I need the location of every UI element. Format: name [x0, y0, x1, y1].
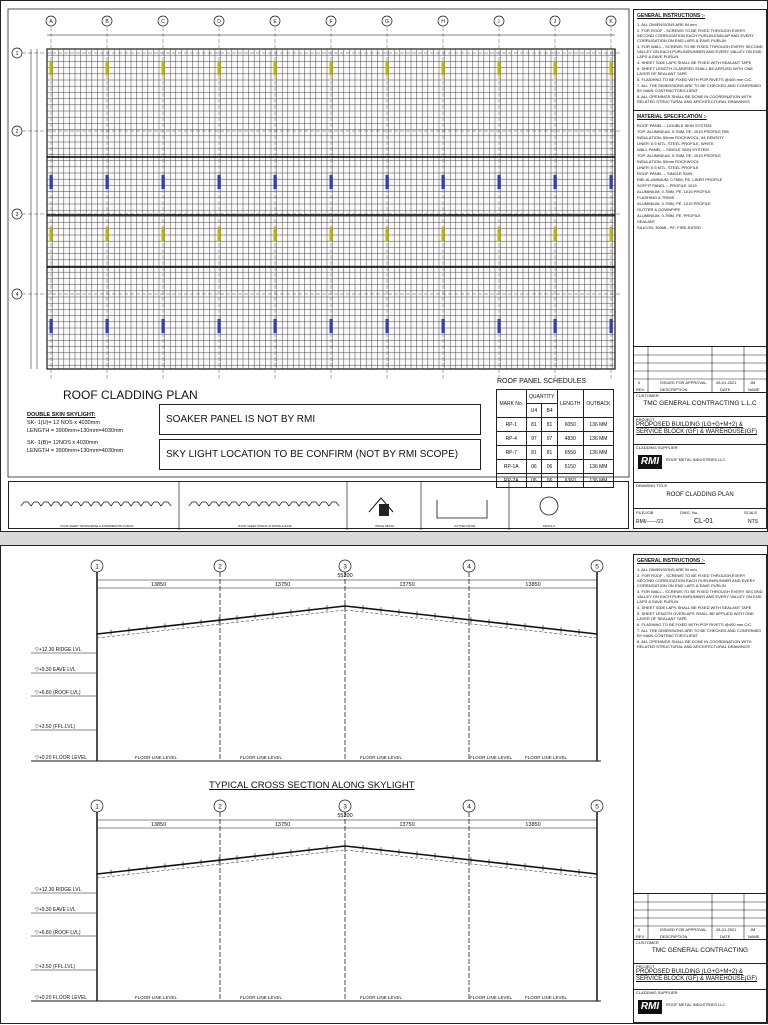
dimension-span: 13850 — [150, 822, 167, 828]
rev-header: REV. — [636, 387, 645, 392]
grid-label: 5 — [595, 803, 599, 811]
skylight-mark — [386, 61, 389, 75]
grid-label: K — [609, 19, 613, 25]
customer-box — [634, 939, 766, 964]
material-item: LINER: 0.5 MTL, STEEL PROFILE, WHITE — [637, 141, 714, 146]
customer-box — [634, 392, 766, 417]
note-item: 3. FOR WALL - SCREWS TO BE FIXED THROUGH EVERY SECOND VALLEY ON EACH PURLIN/RUNNER AND EVERY VALLEY ON END LAPS & EAVE PURLIN — [637, 44, 763, 59]
project-line: PROPOSED BUILDING (LG+G+M+2) & — [636, 969, 743, 975]
details-drawing — [9, 482, 630, 530]
schedule-row — [497, 418, 614, 432]
material-item: INSULATION: 50mm ROCKWOOL — [637, 159, 699, 164]
grid-label: D — [217, 19, 221, 25]
note-item: 5. SHEET LENGTH OVERLAPS SHALL BE APPLIED WITH ONE LAYER OF SEALANT TAPE — [637, 611, 754, 621]
schedule-col-quantity: QUANTITY — [526, 390, 557, 404]
skylight-mark — [50, 175, 53, 189]
skylight-mark — [610, 61, 613, 75]
skylight-line: LENGTH = 3900mm+130mm=4030mm — [27, 448, 124, 454]
material-item: INSULATION: 50mm ROCKWOOL, 64 DENSITY — [637, 135, 725, 140]
level-label: ▽+6.80 (ROOF LVL) — [35, 690, 81, 696]
skylight-mark — [162, 319, 165, 333]
date-header: DATE — [720, 387, 731, 392]
rev-desc: ISSUED FOR APPROVAL — [660, 927, 707, 932]
skylight-line: SK- 1(B)= 12NOS x 4030mm — [27, 440, 99, 446]
roof-sheet-profile — [189, 502, 339, 506]
skylight-mark — [554, 319, 557, 333]
title-block — [633, 554, 767, 1023]
grid-label: H — [441, 19, 445, 25]
grid-label: 5 — [595, 563, 599, 571]
section-title: TYPICAL CROSS SECTION ALONG SKYLIGHT — [209, 780, 415, 791]
grid-label: E — [273, 19, 277, 25]
level-label: ▽+12.30 RIDGE LVL — [35, 887, 82, 893]
project-line: PROPOSED BUILDING (LG+G+M+2) & — [636, 422, 743, 428]
floor-line-label: FLOOR LINE LEVEL — [359, 995, 403, 1000]
grid-label: G — [385, 19, 389, 25]
material-item: ALUMINIUM, 0.7MM, PE, 1015 PROFILE — [637, 189, 711, 194]
customer-label: CUSTOMER — [636, 393, 659, 398]
schedule-cell: 81 — [526, 446, 542, 460]
skylight-mark — [330, 61, 333, 75]
note-item: 7. ALL THE DIMENSIONS ARE TO BE CHECKED AND CONFIRMED BY MAIN CONTRACTOR/CLIENT — [637, 83, 762, 93]
schedule-col-u: U4 — [526, 404, 542, 418]
schedule-cell: 136 MM — [583, 432, 613, 446]
skylight-mark — [162, 61, 165, 75]
skylight-mark — [386, 319, 389, 333]
schedule-cell: 81 — [542, 446, 557, 460]
drawing-title-label: DRAWING TITLE — [636, 483, 668, 488]
rev-value: 0 — [638, 927, 641, 932]
skylight-notes — [27, 411, 123, 455]
schedule-cell: 5150 — [557, 460, 583, 474]
rafter-line — [97, 610, 597, 638]
rafter-line — [97, 850, 597, 878]
sheet-separator — [0, 532, 768, 545]
revision-table — [634, 346, 766, 398]
skylight-mark — [442, 227, 445, 241]
grid-label: J — [553, 19, 557, 25]
skylight-mark — [610, 227, 613, 241]
note-item: 2. FOR ROOF - SCREWS TO BE FIXED THROUGH EVERY SECOND CORRUGATION EACH PURLIN/RUNNER AND EVERY CORRUGATION ON END LAPS & EAVE PURLIN — [637, 573, 756, 588]
level-label: ▽+0.20 FLOOR LEVEL — [35, 755, 88, 761]
skylight-notes-heading: DOUBLE SKIN SKYLIGHT: — [27, 412, 96, 418]
supplier-box — [634, 989, 766, 1024]
note-item: 6. FLASHING TO BE FIXED WITH POP RIVETS @400 mm C/C. — [637, 622, 753, 627]
dimension-span: 13750 — [399, 822, 415, 828]
dimension-overall: 55200 — [337, 573, 353, 579]
rev-name: JM — [750, 380, 756, 385]
grid-label: 4 — [467, 563, 471, 571]
note-item: 4. SHEET SIDE LAPS SHALL BE FIXED WITH SEALANT TAPE — [637, 605, 752, 610]
floor-line-label: FLOOR LINE LEVEL — [524, 755, 568, 760]
revision-grid — [634, 347, 766, 393]
project-box — [634, 416, 766, 445]
dimension-span: 13750 — [399, 582, 415, 588]
project-box — [634, 963, 766, 990]
dimension-span: 13750 — [274, 822, 291, 828]
material-item: TOP: ALUMINIUM, 0.7MM, PE, 1015 PROFILE RIB — [637, 129, 729, 134]
roof-sheet-profile — [21, 502, 171, 506]
customer-label: CUSTOMER — [636, 940, 659, 945]
supplier-name: ROOF METAL INDUSTRIES LLC — [666, 1002, 726, 1007]
note-item: 7. ALL THE DIMENSIONS ARE TO BE CHECKED AND CONFIRMED BY MAIN CONTRACTOR/CLIENT — [637, 628, 762, 638]
skylight-mark — [274, 175, 277, 189]
grid-label: 4 — [15, 292, 19, 298]
note-item: 3. FOR WALL - SCREWS TO BE FIXED THROUGH EVERY SECOND VALLEY ON EACH PURLIN/RUNNER AND EVERY VALLEY ON END LAPS & EAVE PURLIN — [637, 589, 763, 604]
skylight-mark — [162, 227, 165, 241]
skylight-mark — [442, 61, 445, 75]
note-item: 8. ALL OPENINGS SHALL BE DONE IN COORDINATION WITH RELATED STRUCTURAL AND ARCHITECTURAL DRAWINGS — [637, 639, 752, 649]
grid-label: 1 — [95, 803, 99, 811]
skylight-mark — [274, 227, 277, 241]
material-item: SEALANT — [637, 219, 656, 224]
revision-table — [634, 893, 766, 945]
schedule-cell: 6050 — [557, 418, 583, 432]
note-item: 8. ALL OPENINGS SHALL BE DONE IN COORDINATION WITH RELATED STRUCTURAL AND ARCHITECTURAL DRAWINGS — [637, 94, 752, 104]
date-header: DATE — [720, 934, 731, 939]
scale-value: NTS — [748, 519, 758, 525]
dimension-overall: 55200 — [337, 813, 353, 819]
drawing-title-box — [634, 482, 766, 509]
level-label: ▽+0.20 FLOOR LEVEL — [35, 995, 88, 1001]
note-item: 6. FLASHING TO BE FIXED WITH POP RIVETS @400 mm C/C. — [637, 77, 753, 82]
name-header: NAME — [748, 934, 760, 939]
skylight-mark — [330, 175, 333, 189]
schedule-row — [497, 446, 614, 460]
skylight-mark — [498, 61, 501, 75]
plan-title: ROOF CLADDING PLAN — [63, 388, 198, 402]
supplier-label: CLADDING SUPPLIER — [636, 990, 678, 995]
schedule-col-length: LENGTH — [557, 390, 583, 418]
note-item: 2. FOR ROOF - SCREWS TO BE FIXED THROUGH EVERY SECOND CORRUGATION EACH PURLIN,ENDLAP AND EVERY CORRUGATION ON END LAPS & EAVE PURLIN — [637, 28, 754, 43]
rev-date: 28-01-2021 — [716, 927, 737, 932]
skylight-mark — [106, 61, 109, 75]
schedule-cell: 06 — [526, 460, 542, 474]
cross-section — [31, 800, 603, 1001]
detail-caption: GUTTER DETAIL — [454, 524, 476, 528]
customer-name: TMC GENERAL CONTRACTING L.L.C — [643, 400, 757, 407]
schedule-cell: RP-1A — [497, 460, 527, 474]
drawing-title: ROOF CLADDING PLAN — [666, 492, 734, 498]
skylight-mark — [610, 175, 613, 189]
material-heading: MATERIAL SPECIFICATION :- — [637, 114, 707, 120]
notes-heading: GENERAL INSTRUCTIONS :- — [637, 13, 705, 19]
floor-line-label: FLOOR LINE LEVEL — [359, 755, 403, 760]
dwg-label: DWG. No. — [680, 510, 699, 515]
revision-grid — [634, 894, 766, 940]
skylight-mark — [218, 175, 221, 189]
skylight-line: SK- 1(U)= 12 NOS x 4030mm — [27, 420, 100, 426]
material-item: SILICON, 300ML, PE, FIRE-RATED — [637, 225, 701, 230]
material-item: RIB: ALUMINIUM, 0.7MM, PE, LINER PROFILE — [637, 177, 723, 182]
name-header: NAME — [748, 387, 760, 392]
schedule-cell: 136 MM — [583, 474, 613, 488]
schedule-cell: RP-7 — [497, 446, 527, 460]
general-notes-list — [637, 567, 763, 649]
rev-date: 28-01-2021 — [716, 380, 737, 385]
detail-caption: DETAIL-A — [542, 524, 556, 528]
rev-header: REV. — [636, 934, 645, 939]
skylight-line: LENGTH = 3900mm+130mm=4030mm — [27, 428, 124, 434]
file-value: RMI/——/21 — [636, 519, 664, 525]
skylight-mark — [330, 319, 333, 333]
schedule-col-b: B4 — [542, 404, 557, 418]
skylight-mark — [50, 61, 53, 75]
note-item: 1. ALL DIMENSIONS ARE IN mm. — [637, 567, 698, 572]
schedule-cell: RP-2A — [497, 474, 527, 488]
rev-name: JM — [750, 927, 756, 932]
floor-line-label: FLOOR LINE LEVEL — [239, 755, 283, 760]
schedule-cell: 81 — [542, 418, 557, 432]
floor-line-label: FLOOR LINE LEVEL — [239, 995, 283, 1000]
skylight-mark — [386, 175, 389, 189]
schedule-cell: RP-4 — [497, 432, 527, 446]
skylight-mark — [554, 175, 557, 189]
detail-caption: ROOF SHEET TRANSVERSE & INTERMEDIATE PURLIN — [60, 524, 134, 528]
schedule-cell: 4830 — [557, 432, 583, 446]
skylight-mark — [274, 61, 277, 75]
grid-label: 4 — [467, 803, 471, 811]
supplier-name: ROOF METAL INDUSTRIES LLC — [666, 457, 726, 462]
notice-skylight-location: SKY LIGHT LOCATION TO BE CONFIRM (NOT BY RMI SCOPE) — [159, 439, 481, 470]
schedule-col-outback: OUTBACK — [583, 390, 613, 418]
floor-line-label: FLOOR LINE LEVEL — [134, 995, 178, 1000]
scale-label: SCALE — [744, 510, 758, 515]
supplier-logo: RMI — [638, 455, 662, 469]
material-item: ALUMINIUM, 0.7MM, PE, 1015 PROFILE — [637, 201, 711, 206]
drawing-sheet-cross-section — [0, 545, 768, 1024]
grid-label: F — [329, 19, 333, 25]
supplier-box — [634, 444, 766, 483]
grid-label: 3 — [15, 212, 19, 218]
skylight-mark — [554, 61, 557, 75]
skylight-mark — [106, 175, 109, 189]
schedule-header-row — [497, 390, 614, 404]
general-notes-list — [637, 22, 763, 104]
schedule-cell: 136 MM — [583, 446, 613, 460]
rev-value: 0 — [638, 380, 641, 385]
detail-circle — [540, 497, 558, 515]
supplier-logo: RMI — [638, 1000, 662, 1014]
material-item: GUTTER & DOWNPIPE — [637, 207, 681, 212]
skylight-mark — [554, 227, 557, 241]
schedule-row — [497, 460, 614, 474]
note-item: 4. SHEET SIDE LAPS SHALL BE FIXED WITH SEALANT TAPE — [637, 60, 752, 65]
grid-label: 2 — [15, 129, 19, 135]
level-label: ▽+12.30 RIDGE LVL — [35, 647, 82, 653]
grid-label: I — [498, 19, 500, 25]
schedule-title: ROOF PANEL SCHEDULES — [497, 378, 587, 385]
dwg-value: CL-01 — [694, 518, 714, 525]
material-item: ALUMINIUM, 0.7MM, PE, PROFILE — [637, 213, 701, 218]
skylight-mark — [442, 175, 445, 189]
grid-label: 2 — [218, 563, 222, 571]
material-list — [637, 123, 763, 230]
project-label: PROJECT — [636, 964, 655, 969]
skylight-mark — [106, 319, 109, 333]
dimension-span: 13850 — [150, 582, 167, 588]
schedule-cell: 81 — [526, 418, 542, 432]
note-item: 5. SHEET LENGTH CLARIFIED SHALL BE APPLIED WITH ONE LAYER OF SEALANT TAPE — [637, 66, 754, 76]
floor-line-label: FLOOR LINE LEVEL — [469, 755, 513, 760]
skylight-mark — [274, 319, 277, 333]
skylight-mark — [442, 319, 445, 333]
note-item: 1. ALL DIMENSIONS ARE IN mm. — [637, 22, 698, 27]
grid-label: 3 — [343, 803, 347, 811]
title-block — [633, 9, 767, 529]
schedule-cell: 06 — [542, 474, 557, 488]
schedule-col-mark: MARK No. — [497, 390, 527, 418]
supplier-label: CLADDING SUPPLIER — [636, 445, 678, 450]
grid-label: 1 — [15, 51, 19, 57]
schedule-cell: 136 MM — [583, 460, 613, 474]
level-label: ▽+6.80 (ROOF LVL) — [35, 930, 81, 936]
skylight-mark — [106, 227, 109, 241]
skylight-mark — [330, 227, 333, 241]
schedule-cell: 06 — [542, 460, 557, 474]
dimension-span: 13750 — [274, 582, 291, 588]
detail-caption: ROOF SHEET PURLIN AT RIDGE & EAVE — [238, 524, 292, 528]
grid-label: 3 — [343, 563, 347, 571]
ridge-cap — [379, 504, 389, 516]
grid-label: 2 — [218, 803, 222, 811]
schedule-cell: 97 — [526, 432, 542, 446]
grid-label: 1 — [95, 563, 99, 571]
grid-label: A — [49, 19, 53, 25]
floor-line-label: FLOOR LINE LEVEL — [134, 755, 178, 760]
skylight-mark — [498, 227, 501, 241]
file-label: FILE/JOB — [636, 510, 654, 515]
dimension-span: 13850 — [525, 822, 541, 828]
project-label: PROJECT — [636, 417, 655, 422]
level-label: ▽+3.50 (FFL.LVL) — [35, 964, 76, 970]
skylight-mark — [162, 175, 165, 189]
level-label: ▽+3.50 (FFL.LVL) — [35, 724, 76, 730]
cross-section — [31, 560, 603, 761]
desc-header: DESCRIPTION — [660, 934, 688, 939]
skylight-mark — [498, 319, 501, 333]
desc-header: DESCRIPTION — [660, 387, 688, 392]
floor-line-label: FLOOR LINE LEVEL — [469, 995, 513, 1000]
schedule-cell: 06 — [526, 474, 542, 488]
project-line: SERVICE BLOCK (GF) & WAREHOUSE(GF) — [636, 976, 758, 982]
skylight-mark — [50, 227, 53, 241]
schedule-row — [497, 432, 614, 446]
notes-heading: GENERAL INSTRUCTIONS :- — [637, 558, 705, 564]
skylight-mark — [610, 319, 613, 333]
skylight-mark — [218, 61, 221, 75]
grid-label: B — [105, 19, 109, 25]
skylight-mark — [218, 319, 221, 333]
level-label: ▽+9.30 EAVE LVL — [35, 667, 76, 673]
level-label: ▽+9.30 EAVE LVL — [35, 907, 76, 913]
project-line: SERVICE BLOCK (GF) & WAREHOUSE(GF) — [636, 429, 758, 435]
detail-caption: RIDGE DETAIL — [375, 524, 395, 528]
roof-panel-schedule-table — [496, 389, 614, 488]
skylight-mark — [50, 319, 53, 333]
notice-soaker-panel: SOAKER PANEL IS NOT BY RMI — [159, 404, 481, 435]
dimension-span: 13850 — [525, 582, 541, 588]
schedule-cell: 6360 — [557, 474, 583, 488]
material-item: ROOF PANEL :- SINGLE SKIN — [637, 171, 693, 176]
schedule-cell: 97 — [542, 432, 557, 446]
material-item: LINER: 0.5 MTL, STEEL PROFILE — [637, 165, 699, 170]
details-strip — [8, 481, 629, 529]
schedule-cell: RP-1 — [497, 418, 527, 432]
material-item: FLASHING & TRIMS — [637, 195, 675, 200]
material-item: TOP: ALUMINIUM, 0.7MM, PE, 1015 PROFILE — [637, 153, 721, 158]
gutter-profile — [437, 500, 487, 518]
floor-line-label: FLOOR LINE LEVEL — [524, 995, 568, 1000]
skylight-mark — [498, 175, 501, 189]
schedule-cell: 6550 — [557, 446, 583, 460]
grid-label: C — [161, 19, 165, 25]
material-item: ROOF PANEL :- DOUBLE SKIN SYSTEM — [637, 123, 712, 128]
schedule-cell: 136 MM — [583, 418, 613, 432]
skylight-mark — [218, 227, 221, 241]
rev-desc: ISSUED FOR APPROVAL — [660, 380, 707, 385]
material-item: WALL PANEL :- SINGLE SKIN SYSTEM — [637, 147, 709, 152]
dwg-info-box — [634, 508, 766, 529]
skylight-mark — [386, 227, 389, 241]
material-item: SOFFIT PANEL :- PROFILE 1015 — [637, 183, 697, 188]
customer-name: TMC GENERAL CONTRACTING — [651, 947, 749, 954]
